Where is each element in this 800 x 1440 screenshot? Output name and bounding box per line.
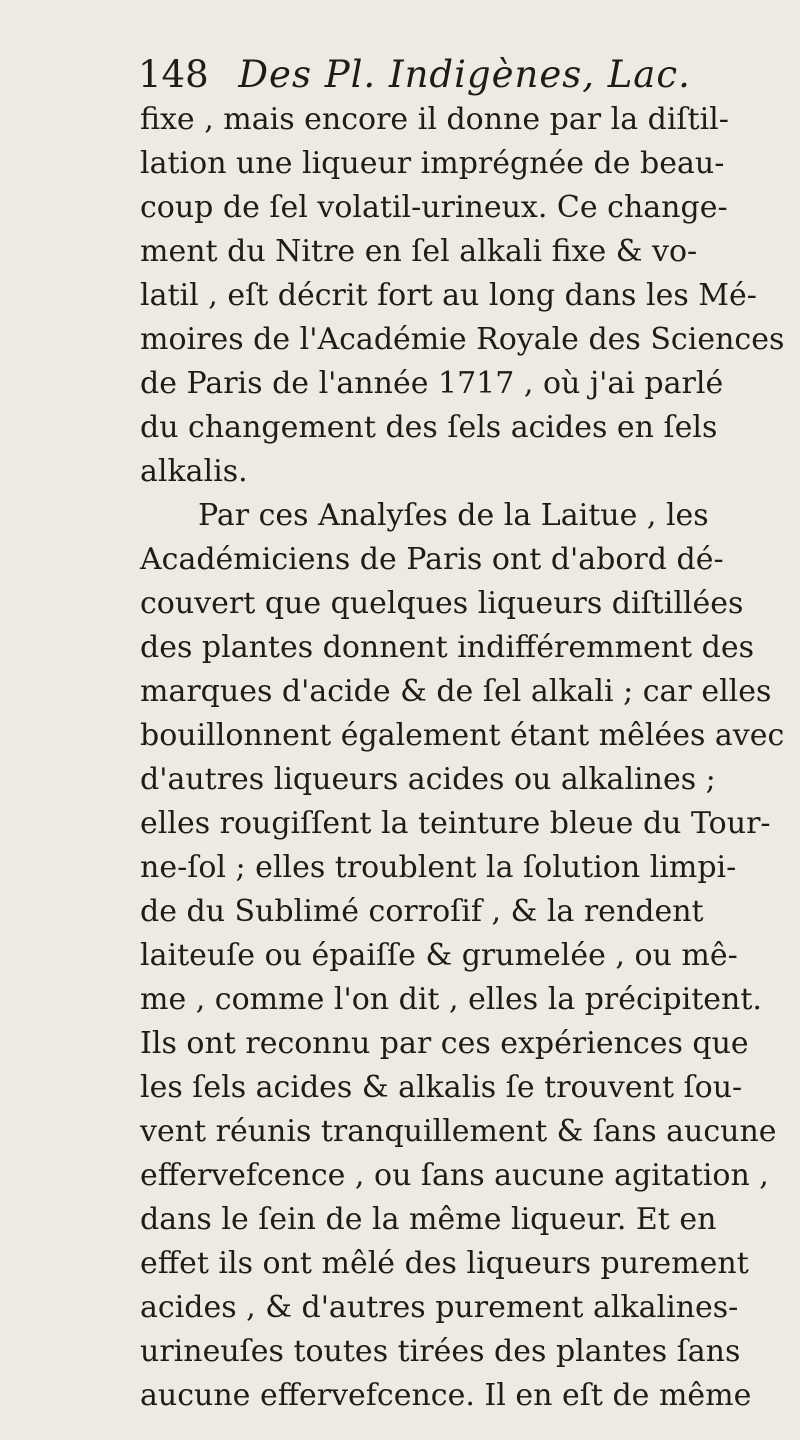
text-line: urineuſes toutes tirées des plantes ſans xyxy=(140,1334,741,1369)
text-line: effet ils ont mêlé des liqueurs purement xyxy=(140,1246,749,1281)
text-line: de du Sublimé corroſif , & la rendent xyxy=(140,894,704,929)
text-line: effervefcence , ou ſans aucune agitation , xyxy=(140,1158,769,1193)
text-line: moires de l'Académie Royale des Sciences xyxy=(140,322,785,357)
text-line: laiteuſe ou épaiſſe & grumelée , ou mê- xyxy=(140,938,738,973)
text-line: ment du Nitre en ſel alkali fixe & vo- xyxy=(140,234,698,269)
text-line: latil , eſt décrit fort au long dans les Mé- xyxy=(140,278,757,313)
text-line: d'autres liqueurs acides ou alkalines ; xyxy=(140,762,716,797)
text-line: couvert que quelques liqueurs diſtillées xyxy=(140,586,744,621)
text-line: me , comme l'on dit , elles la précipitent. xyxy=(140,982,762,1017)
text-line: alkalis. xyxy=(140,454,248,489)
text-line: Académiciens de Paris ont d'abord dé- xyxy=(140,542,724,577)
text-line: elles rougiſſent la teinture bleue du Tour- xyxy=(140,806,771,841)
page-number: 148 xyxy=(138,53,209,96)
running-title: Des Pl. Indigènes, Lac. xyxy=(238,53,691,96)
text-line: des plantes donnent indifféremment des xyxy=(140,630,755,665)
text-line: fixe , mais encore il donne par la diſtil- xyxy=(140,102,729,137)
text-line: ne-ſol ; elles troublent la ſolution limpi- xyxy=(140,850,737,885)
body-text xyxy=(140,98,785,1418)
text-line: vent réunis tranquillement & ſans aucune xyxy=(140,1114,777,1149)
text-line: de Paris de l'année 1717 , où j'ai parlé xyxy=(140,366,724,401)
text-line: les ſels acides & alkalis ſe trouvent ſou- xyxy=(140,1070,743,1105)
text-line: bouillonnent également étant mêlées avec xyxy=(140,718,785,753)
text-line: acides , & d'autres purement alkalines- xyxy=(140,1290,739,1325)
text-line: coup de ſel volatil-urineux. Ce change- xyxy=(140,190,728,225)
text-line: du changement des ſels acides en ſels xyxy=(140,410,718,445)
paragraph-first-line: Par ces Analyſes de la Laitue , les xyxy=(198,498,709,533)
text-line: aucune effervefcence. Il en eſt de même xyxy=(140,1378,752,1413)
text-line: dans le ſein de la même liqueur. Et en xyxy=(140,1202,717,1237)
text-line: lation une liqueur imprégnée de beau- xyxy=(140,146,725,181)
text-line: marques d'acide & de ſel alkali ; car elles xyxy=(140,674,772,709)
page-header xyxy=(138,52,758,98)
text-line: Ils ont reconnu par ces expériences que xyxy=(140,1026,749,1061)
